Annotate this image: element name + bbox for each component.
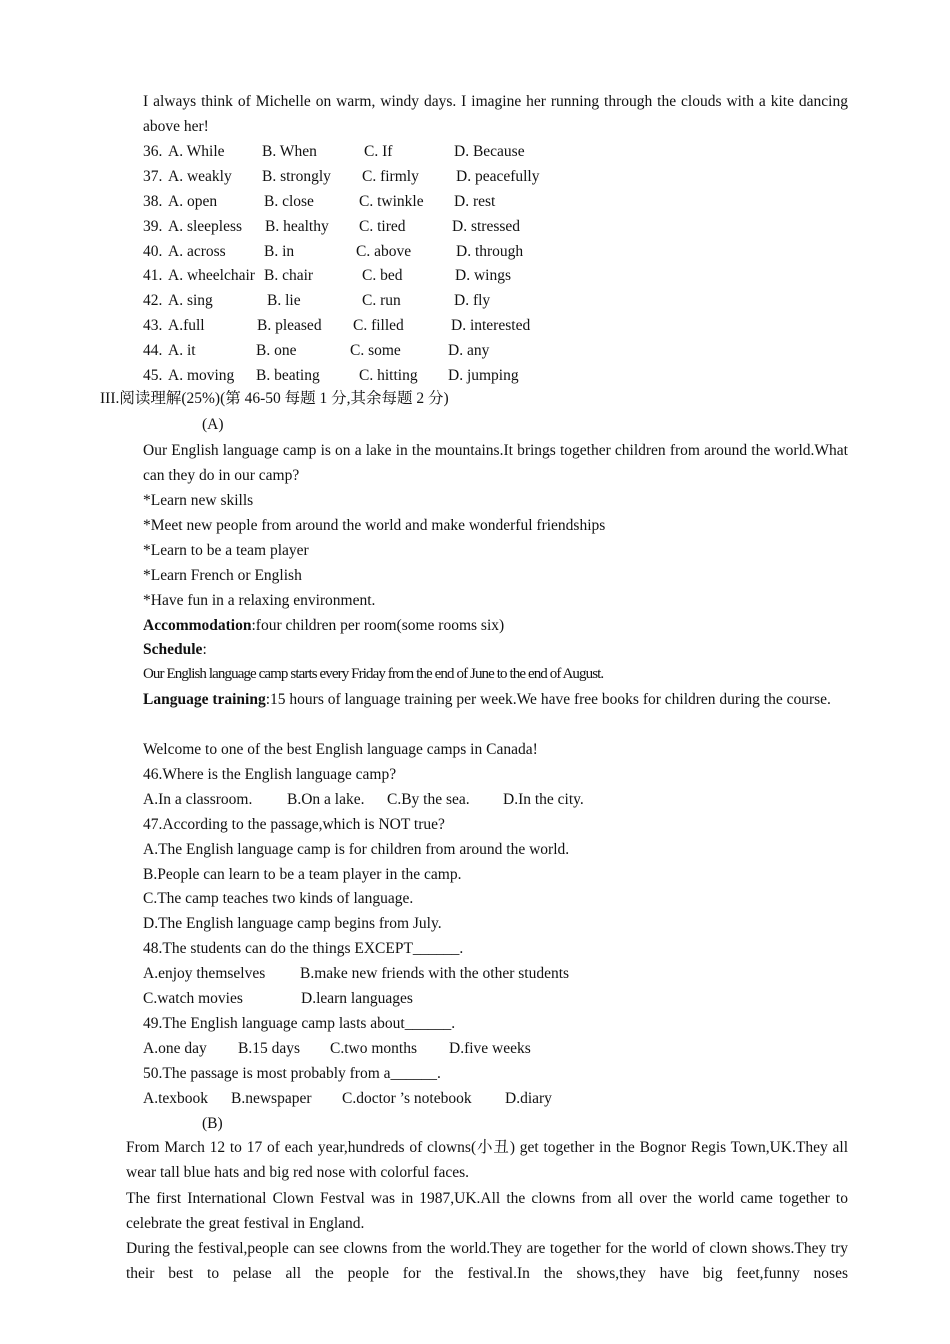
option-c: C. bed: [362, 267, 403, 284]
option-d: D. wings: [455, 267, 511, 284]
option-b: B. strongly: [262, 168, 331, 185]
option-c: C. If: [364, 143, 393, 160]
option-b: B. healthy: [265, 218, 329, 235]
option-c: C. firmly: [362, 168, 419, 185]
question-number: 36.: [143, 143, 163, 160]
schedule-line: [143, 637, 207, 662]
training-text: :15 hours of language training per week.We have free books for children during the course.: [265, 691, 831, 708]
option-c: C.The camp teaches two kinds of language.: [143, 890, 414, 907]
option-a: A.In a classroom.: [143, 791, 253, 808]
passage-b-paragraph-text: From March 12 to 17 of each year,hundreds of clowns(小丑) get together in the Bognor Regis Town,UK.They all wear tall blue hats and big red nose with colorful faces.: [126, 1139, 848, 1181]
training-paragraph-text: [100, 687, 848, 712]
question-stem: 49.The English language camp lasts about______.: [143, 1015, 456, 1032]
option-c: C. filled: [353, 317, 404, 334]
option-b: B. one: [256, 342, 297, 359]
schedule-label: Schedule: [143, 641, 203, 658]
question-number: 40.: [143, 243, 163, 260]
option-c: C.watch movies: [143, 990, 243, 1007]
passage-b-label: (B): [202, 1115, 223, 1132]
option-a: A. open: [168, 193, 218, 210]
bullet-item: *Learn to be a team player: [143, 542, 309, 559]
option-c: C.By the sea.: [387, 791, 470, 808]
option-b: B. lie: [267, 292, 301, 309]
passage-a-intro-text: Our English language camp is on a lake in the mountains.It brings together children from around the world.What can they do in our camp?: [143, 442, 848, 484]
intro-paragraph-text: I always think of Michelle on warm, windy days. I imagine her running through the clouds with a kite dancing above her!: [143, 93, 848, 135]
passage-b-paragraph: [100, 1135, 848, 1185]
bullet-item: *Learn new skills: [143, 492, 254, 509]
option-d: D. interested: [451, 317, 531, 334]
option-b: B.15 days: [238, 1040, 300, 1057]
option-d: D.five weeks: [449, 1040, 531, 1057]
option-a: A. it: [168, 342, 196, 359]
passage-b-paragraph-text: The first International Clown Festval was in 1987,UK.All the clowns from all over the world came together to celebrate the great festival in England.: [126, 1190, 848, 1232]
bullet-item: *Meet new people from around the world and make wonderful friendships: [143, 517, 606, 534]
option-c: C. twinkle: [359, 193, 424, 210]
bullet-item: *Have fun in a relaxing environment.: [143, 592, 376, 609]
option-d: D.In the city.: [503, 791, 584, 808]
training-paragraph: [100, 687, 848, 712]
option-b: B. pleased: [257, 317, 322, 334]
passage-b-paragraph-text: During the festival,people can see clowns from the world.They are together for the world of clown shows.They try their best to pelase all the people for the festival.In the shows,they have big feet,funny noses: [126, 1240, 848, 1282]
question-number: 45.: [143, 367, 163, 384]
option-a: A.full: [168, 317, 205, 334]
option-a: A. wheelchair: [168, 267, 255, 284]
option-d: D. Because: [454, 143, 525, 160]
option-b: B. close: [264, 193, 314, 210]
welcome-line: Welcome to one of the best English language camps in Canada!: [143, 741, 538, 758]
option-d: D. stressed: [452, 218, 521, 235]
option-d: D.The English language camp begins from July.: [143, 915, 442, 932]
question-number: 43.: [143, 317, 163, 334]
question-number: 42.: [143, 292, 163, 309]
option-d: D. any: [448, 342, 490, 359]
option-a: A.one day: [143, 1040, 207, 1057]
bullet-item: *Learn French or English: [143, 567, 302, 584]
schedule-colon: :: [202, 641, 207, 658]
accommodation-label: Accommodation: [143, 617, 252, 634]
question-number: 37.: [143, 168, 163, 185]
option-b: B.People can learn to be a team player in the camp.: [143, 866, 462, 883]
intro-paragraph: [100, 89, 848, 139]
accommodation-text: :four children per room(some rooms six): [251, 617, 505, 634]
option-b: B.make new friends with the other students: [300, 965, 570, 982]
option-c: C.two months: [330, 1040, 417, 1057]
option-d: D. rest: [454, 193, 496, 210]
option-b: B.On a lake.: [287, 791, 365, 808]
option-a: A. moving: [168, 367, 235, 384]
option-a: A. weakly: [168, 168, 232, 185]
section-heading: III.阅读理解(25%)(第 46-50 每题 1 分,其余每题 2 分): [100, 390, 449, 407]
accommodation-line: [143, 613, 504, 638]
option-c: C. above: [356, 243, 412, 260]
option-d: D. through: [456, 243, 524, 260]
question-number: 39.: [143, 218, 163, 235]
option-c: C. tired: [359, 218, 406, 235]
option-b: B. When: [262, 143, 317, 160]
option-a: A.texbook: [143, 1090, 209, 1107]
schedule-text: Our English language camp starts every Friday from the end of June to the end of August.: [143, 666, 604, 682]
option-c: C. hitting: [359, 367, 418, 384]
option-d: D. peacefully: [456, 168, 540, 185]
option-d: D. jumping: [448, 367, 519, 384]
option-b: B. in: [264, 243, 295, 260]
option-a: A. across: [168, 243, 226, 260]
option-d: D. fly: [454, 292, 491, 309]
question-stem: 46.Where is the English language camp?: [143, 766, 397, 783]
option-a: A.enjoy themselves: [143, 965, 266, 982]
option-b: B. chair: [264, 267, 314, 284]
question-number: 38.: [143, 193, 163, 210]
option-c: C.doctor ’s notebook: [342, 1090, 472, 1107]
option-b: B.newspaper: [231, 1090, 312, 1107]
training-label: Language training: [143, 691, 266, 708]
option-b: B. beating: [256, 367, 320, 384]
question-number: 44.: [143, 342, 163, 359]
option-a: A.The English language camp is for children from around the world.: [143, 841, 570, 858]
option-a: A. sleepless: [168, 218, 243, 235]
question-stem: 47.According to the passage,which is NOT true?: [143, 816, 445, 833]
passage-b-paragraph: [100, 1236, 848, 1286]
question-stem: 50.The passage is most probably from a______.: [143, 1065, 441, 1082]
option-a: A. sing: [168, 292, 213, 309]
passage-a-label: (A): [202, 416, 224, 433]
option-d: D.learn languages: [301, 990, 413, 1007]
passage-b-paragraph: [100, 1186, 848, 1236]
option-c: C. some: [350, 342, 401, 359]
question-number: 41.: [143, 267, 163, 284]
option-c: C. run: [362, 292, 401, 309]
option-d: D.diary: [505, 1090, 552, 1107]
question-stem: 48.The students can do the things EXCEPT______.: [143, 940, 464, 957]
passage-a-intro: [100, 438, 848, 488]
option-a: A. While: [168, 143, 225, 160]
